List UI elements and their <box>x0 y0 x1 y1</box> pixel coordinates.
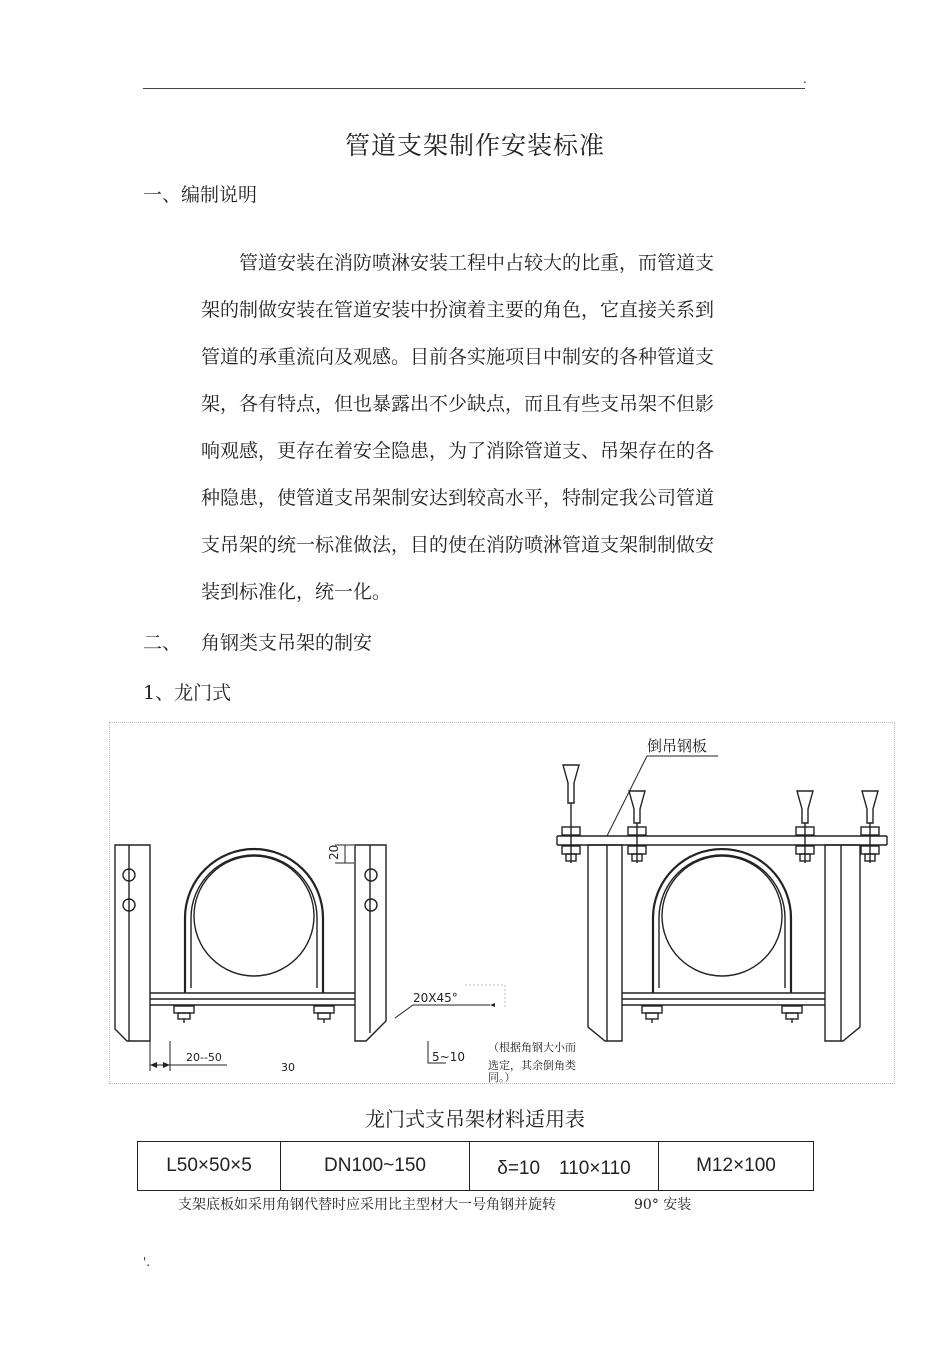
dim-5-10: 5~10 <box>432 1050 465 1064</box>
support-drawing-svg <box>110 723 894 1083</box>
paragraph-line: 支吊架的统一标准做法，目的使在消防喷淋管道支架制制做安 <box>201 534 715 556</box>
figure-note-line: 同。） <box>488 1071 516 1083</box>
table-cell-pipe-size: DN100~150 <box>281 1142 470 1191</box>
table-note-angle: 90° 安装 <box>634 1197 692 1213</box>
footer-mark: '. <box>143 1255 151 1269</box>
dim-30: 30 <box>281 1061 295 1074</box>
subsection-1-heading: 1、龙门式 <box>143 682 232 704</box>
document-title: 管道支架制作安装标准 <box>344 131 605 160</box>
support-drawing <box>109 722 895 1084</box>
right-hanging-support <box>557 765 887 1041</box>
paragraph-line: 管道的承重流向及观感。目前各实施项目中制安的各种管道支 <box>201 346 715 368</box>
paragraph-line: 装到标准化，统一化。 <box>201 581 392 603</box>
left-pipe-clamp <box>185 849 323 993</box>
paragraph-line: 响观感，更存在着安全隐患，为了消除管道支、吊架存在的各 <box>201 440 715 462</box>
section-1-heading: 一、编制说明 <box>143 184 258 206</box>
table-note: 支架底板如采用角钢代替时应采用比主型材大一号角钢并旋转 <box>178 1197 556 1213</box>
header-rule <box>143 88 805 89</box>
paragraph-line: 管道安装在消防喷淋安装工程中占较大的比重，而管道支 <box>201 252 715 274</box>
hanger-rod <box>796 791 814 863</box>
paragraph-line: 架，各有特点，但也暴露出不少缺点，而且有些支吊架不但影 <box>201 393 715 415</box>
section-2-heading: 角钢类支吊架的制安 <box>201 632 373 654</box>
table-caption: 龙门式支吊架材料适用表 <box>365 1107 585 1131</box>
dim-20: 20 <box>327 844 341 860</box>
figure-note-line: 选定，其余倒角类 <box>488 1059 576 1072</box>
header-mark: . <box>803 72 807 86</box>
paragraph-line: 种隐患，使管道支吊架制安达到较高水平，特制定我公司管道 <box>201 487 715 509</box>
materials-table <box>137 1141 814 1191</box>
figure-note-line: （根据角钢大小而 <box>488 1041 576 1054</box>
dim-20-50: 20--50 <box>186 1051 222 1064</box>
dim-chamfer: 20X45° <box>413 991 458 1005</box>
table-row <box>138 1142 814 1191</box>
right-pipe-clamp <box>653 849 791 993</box>
hanger-rod <box>861 791 879 863</box>
hanger-rod <box>628 791 646 863</box>
paragraph-line: 架的制做安装在管道安装中扮演着主要的角色，它直接关系到 <box>201 299 715 321</box>
table-cell-bolt: M12×100 <box>659 1142 814 1191</box>
hanger-rod <box>562 765 580 863</box>
label-hanging-plate: 倒吊钢板 <box>647 737 708 755</box>
left-gantry-support <box>115 845 386 1041</box>
table-cell-plate: δ=10 110×110 <box>470 1142 659 1191</box>
section-2-number: 二、 <box>143 632 182 654</box>
table-cell-angle-steel: L50×50×5 <box>138 1142 281 1191</box>
